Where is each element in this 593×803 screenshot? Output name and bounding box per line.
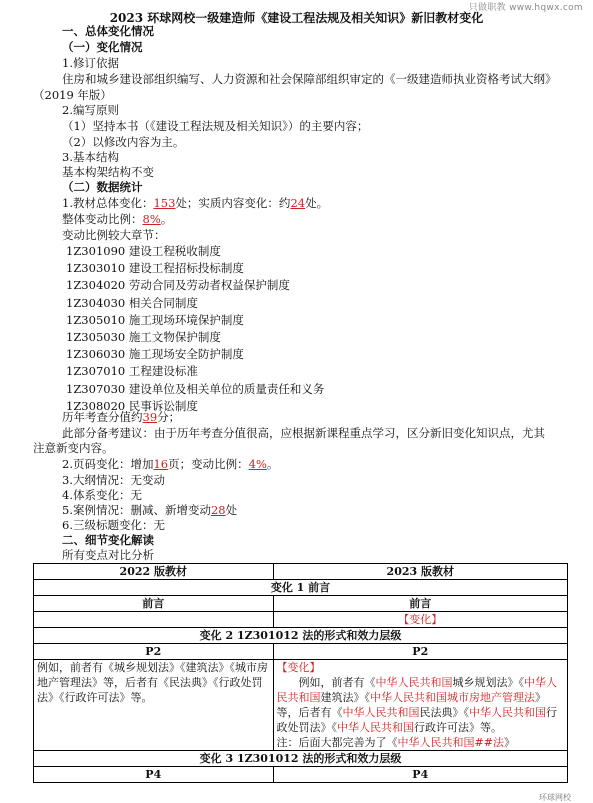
stat-ratio-value: 8% (142, 212, 161, 226)
principle-2: （2）以修改内容为主。 (62, 135, 185, 149)
change-2-note-highlight: 中华人民共和国##法 (397, 736, 504, 749)
highlight-text: 中华人民共和国城市房地产管理法 (370, 691, 536, 704)
change-3-new-page: P4 (273, 767, 567, 783)
body-text: 行政许可法》等。 (414, 721, 503, 734)
subsection-heading-stats: （二）数据统计 (62, 180, 143, 194)
document-title: 2023 环球网校一级建造师《建设工程法规及相关知识》新旧教材变化 (109, 11, 484, 25)
list-item: 1Z307010 工程建设标准 (66, 364, 198, 379)
page-change-line: 2.页码变化：增加16页；变动比例：4%。 (62, 457, 279, 471)
change-2-old-page: P2 (34, 644, 274, 660)
table-row (34, 751, 568, 767)
item-structure: 3.基本结构 (62, 150, 119, 164)
page-ratio-value: 4% (248, 457, 267, 471)
comparison-table (33, 563, 568, 783)
table-row (34, 628, 568, 644)
change-3-old-page: P4 (34, 767, 274, 783)
table-row (34, 644, 568, 660)
structure-text: 基本构架结构不变 (62, 165, 154, 179)
change-1-old-empty (34, 612, 274, 628)
list-item: 1Z307030 建设单位及相关单位的质量责任和义务 (66, 381, 325, 396)
score-value: 39 (142, 410, 158, 424)
section-heading-1: 一、总体变化情况 (62, 24, 154, 38)
list-item: 1Z301090 建设工程税收制度 (66, 244, 221, 258)
body-text: 建筑法》《 (320, 691, 371, 704)
body-text: 》等，后者有《 (276, 691, 547, 719)
list-item: 1Z304020 劳动合同及劳动者权益保护制度 (66, 278, 290, 293)
case-line: 5.案例情况：删减、新增变动28处 (62, 503, 238, 517)
list-item: 1Z303010 建设工程招标投标制度 (66, 261, 244, 276)
comparison-subtitle: 所有变点对比分析 (62, 548, 154, 562)
stat-total-value: 153 (153, 196, 176, 210)
section-heading-2: 二、细节变化解读 (62, 533, 154, 547)
change-2-new-page: P2 (273, 644, 567, 660)
table-row (34, 660, 568, 751)
list-item: 1Z308020 民事诉讼制度 (66, 398, 198, 413)
highlight-text: 中华人民共和国 (342, 706, 420, 719)
basis-text-cont: （2019 年版） (33, 88, 112, 102)
stat-total-line: 1.教材总体变化：153处；实质内容变化：约24处。 (62, 196, 329, 210)
highlight-text: 中华人民共和国 (469, 706, 547, 719)
table-row (34, 596, 568, 612)
change-1-old-cell: 前言 (34, 596, 274, 612)
change-2-new-text (273, 660, 567, 751)
chapters-label: 变动比例较大章节： (62, 228, 166, 242)
item-principle: 2.编写原则 (62, 103, 119, 117)
page-added-value: 16 (153, 457, 169, 471)
outline-line: 3.大纲情况：无变动 (62, 473, 165, 487)
change-2-old-text: 例如，前者有《城乡规划法》《建筑法》《城市房地产管理法》等，后者有《民法典》《行政处罚法》《行政许可法》等。 (34, 660, 274, 751)
highlight-text: 中华人民共和国 (375, 676, 453, 689)
case-value: 28 (210, 503, 226, 517)
table-header-row (34, 564, 568, 580)
change-1-heading: 变化 1 前言 (34, 580, 568, 596)
highlight-text: 中华人民共和国 (276, 676, 558, 704)
list-item: 1Z304030 相关合同制度 (66, 295, 198, 310)
change-3-heading: 变化 3 1Z301012 法的形式和效力层级 (34, 751, 568, 767)
footer-logo: 环球网校 (539, 793, 571, 802)
table-row (34, 612, 568, 628)
change-2-new-body (277, 675, 564, 735)
table-row (34, 767, 568, 783)
change-2-heading: 变化 2 1Z301012 法的形式和效力层级 (34, 628, 568, 644)
change-1-tag: 【变化】 (273, 612, 567, 628)
table-row (34, 580, 568, 596)
highlight-text: 中华人民共和国 (337, 721, 415, 734)
header-new-edition: 2023 版教材 (273, 564, 567, 580)
advice-text: 此部分备考建议：由于历年考查分值很高，应根据新课程重点学习，区分新旧变化知识点，尤其 (62, 426, 545, 440)
list-item: 1Z306030 施工现场安全防护制度 (66, 347, 244, 362)
system-line: 4.体系变化：无 (62, 488, 142, 502)
advice-text-cont: 注意新变内容。 (33, 441, 114, 455)
body-text: 民法典》《 (419, 706, 470, 719)
change-2-tag: 【变化】 (276, 661, 321, 674)
body-text: 行政处罚法》《 (276, 706, 558, 734)
list-item: 1Z305030 施工文物保护制度 (66, 330, 221, 344)
change-2-note: 注：后面大都完善为了《中华人民共和国##法》 (276, 736, 515, 749)
basis-text: 住房和城乡建设部组织编写、人力资源和社会保障部组织审定的《一级建造师执业资格考试大纲》 (62, 72, 557, 86)
score-line: 历年考查分值约39分； (62, 410, 181, 424)
body-text: 城乡规划法》《 (452, 676, 525, 689)
item-basis: 1.修订依据 (62, 56, 119, 70)
principle-1: （1）坚持本书（《建设工程法规及相关知识》）的主要内容； (62, 119, 369, 133)
subsection-heading-changes: （一）变化情况 (62, 40, 143, 54)
stat-substantive-value: 24 (290, 196, 306, 210)
change-1-new-cell: 前言 (273, 596, 567, 612)
body-text: 例如，前者有《 (298, 676, 376, 689)
third-title-line: 6.三级标题变化：无 (62, 518, 165, 532)
list-item: 1Z305010 施工现场环境保护制度 (66, 312, 244, 327)
watermark-logo: 只做职教 www.hqwx.com (468, 3, 583, 13)
stat-ratio-line: 整体变动比例：8%。 (62, 212, 173, 226)
header-old-edition: 2022 版教材 (34, 564, 274, 580)
